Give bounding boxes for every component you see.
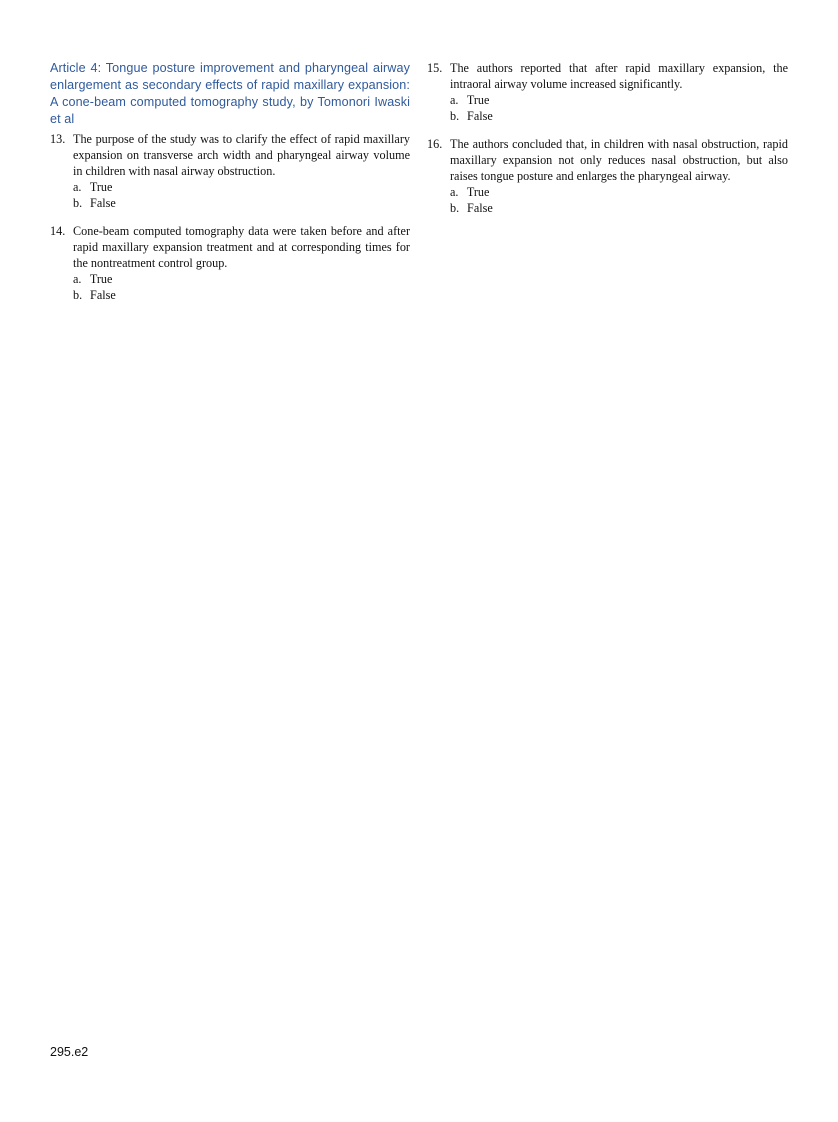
option-letter: b. — [450, 109, 460, 123]
left-column — [50, 60, 410, 315]
option-label: True — [466, 185, 490, 199]
question-13 — [50, 131, 410, 211]
question-text: The authors reported that after rapid maxillary expansion, the intraoral airway volume increased significantly. — [450, 61, 788, 91]
page-number: 295.e2 — [50, 1045, 89, 1059]
option-false — [450, 108, 788, 124]
question-15 — [427, 60, 788, 124]
option-label: True — [89, 180, 113, 194]
option-false — [73, 287, 410, 303]
question-16 — [427, 136, 788, 216]
option-letter: b. — [73, 196, 83, 210]
option-label: True — [89, 272, 113, 286]
option-letter: a. — [73, 180, 82, 194]
option-label: True — [466, 93, 490, 107]
answer-options — [450, 92, 788, 124]
option-true — [73, 179, 410, 195]
option-letter: a. — [450, 93, 459, 107]
option-letter: a. — [73, 272, 82, 286]
option-false — [450, 200, 788, 216]
option-letter: b. — [73, 288, 83, 302]
article-heading: Article 4: Tongue posture improvement and pharyngeal airway enlargement as secondary effects of rapid maxillary expansion: A cone-beam computed tomography study, by Tomonori Iwaski et al — [50, 61, 410, 126]
question-number: 13. — [50, 132, 66, 146]
right-column — [427, 60, 788, 228]
option-label: False — [90, 288, 116, 302]
option-letter: b. — [450, 201, 460, 215]
question-text: The authors concluded that, in children with nasal obstruction, rapid maxillary expansion not only reduces nasal obstruction, but also raises tongue posture and enlarges the pharyngeal airway. — [450, 137, 788, 183]
option-letter: a. — [450, 185, 459, 199]
question-text: The purpose of the study was to clarify the effect of rapid maxillary expansion on transverse arch width and pharyngeal airway volume in children with nasal airway obstruction. — [73, 132, 410, 178]
option-label: False — [90, 196, 116, 210]
option-true — [450, 92, 788, 108]
question-number: 15. — [427, 61, 443, 75]
option-true — [450, 184, 788, 200]
answer-options — [73, 271, 410, 303]
answer-options — [450, 184, 788, 216]
option-label: False — [467, 109, 493, 123]
option-false — [73, 195, 410, 211]
question-number: 16. — [427, 137, 443, 151]
question-text: Cone-beam computed tomography data were taken before and after rapid maxillary expansion treatment and at corresponding times for the nontreatment control group. — [73, 224, 410, 270]
question-14 — [50, 223, 410, 303]
answer-options — [73, 179, 410, 211]
option-label: False — [467, 201, 493, 215]
option-true — [73, 271, 410, 287]
question-number: 14. — [50, 224, 66, 238]
